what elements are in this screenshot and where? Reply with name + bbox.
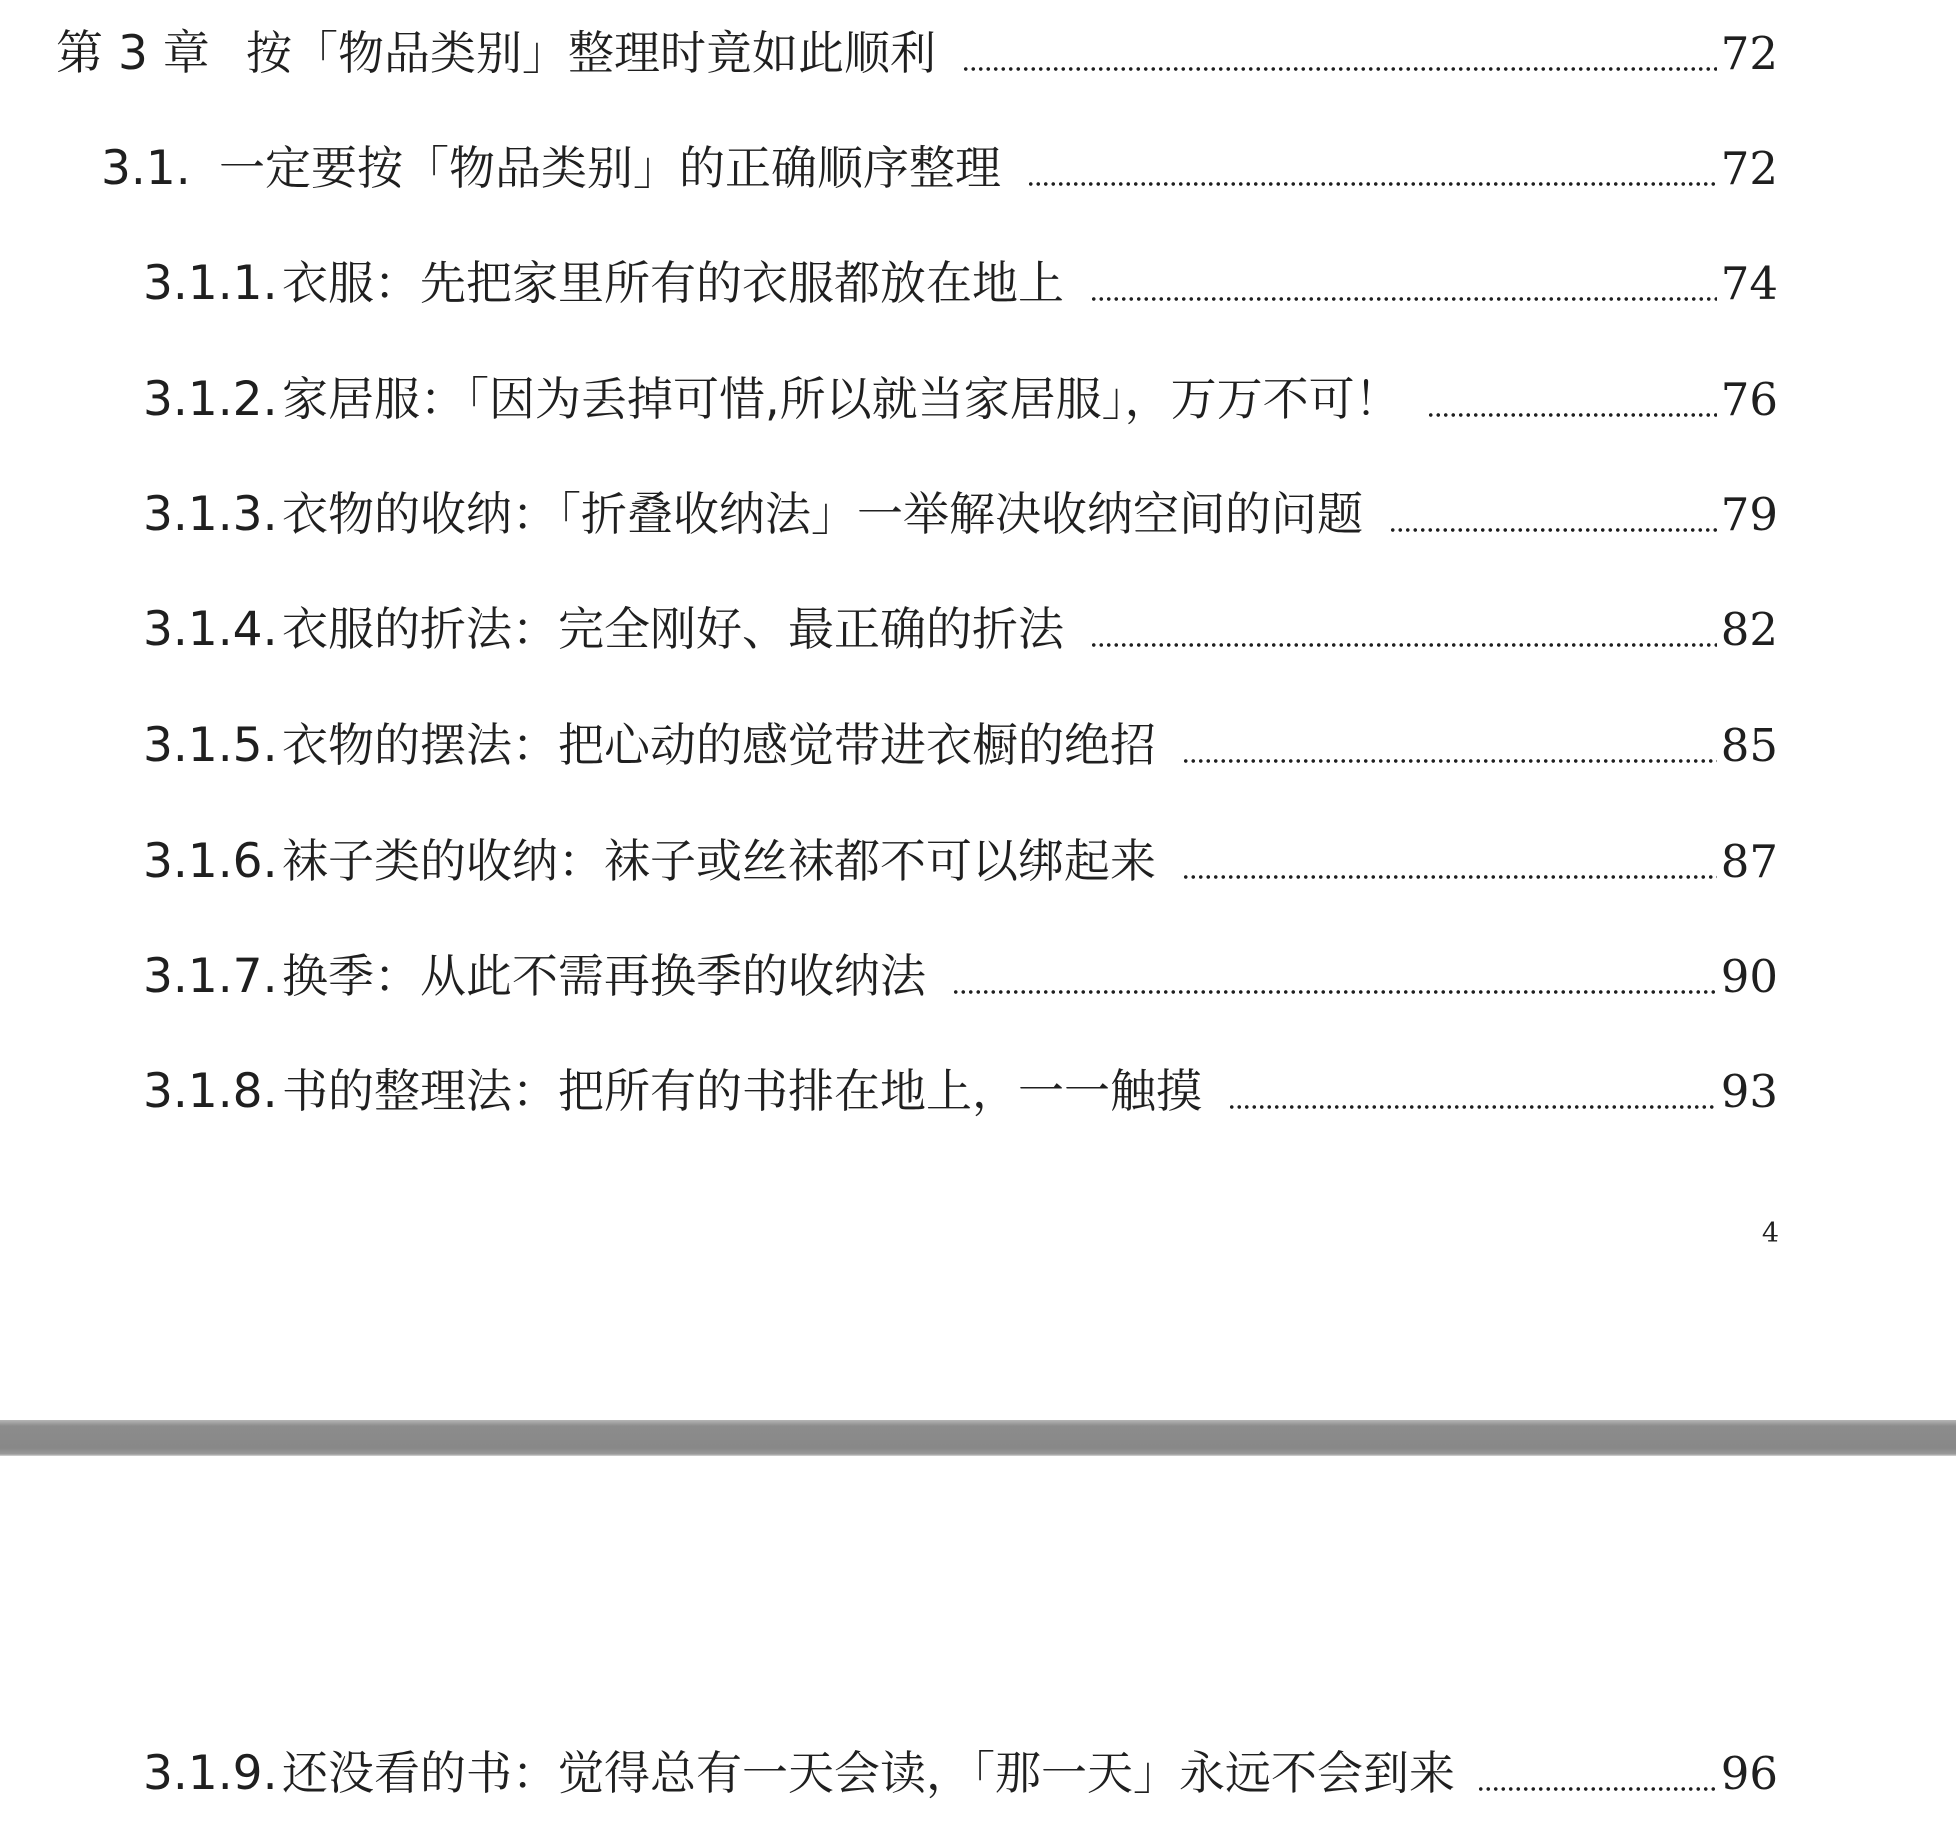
toc-subsection-title: 衣服的折法：完全刚好、最正确的折法 [282, 602, 1064, 656]
toc-dot-leader [952, 941, 1717, 1011]
toc-subsection-3-1-2[interactable] [143, 364, 1778, 434]
toc-dot-leader [1477, 1738, 1717, 1808]
toc-subsection-number: 3.1.5. [143, 718, 278, 773]
toc-subsection-number: 3.1.8. [143, 1064, 278, 1119]
document-page-5 [0, 1456, 1956, 1826]
toc-subsection-3-1-3[interactable] [143, 479, 1778, 549]
page-footer-number: 4 [1761, 1218, 1779, 1249]
toc-subsection-title: 换季：从此不需再换季的收纳法 [282, 949, 926, 1003]
toc-subsection-title: 还没看的书：觉得总有一天会读，「那一天」永远不会到来 [282, 1746, 1455, 1800]
toc-dot-leader [962, 18, 1717, 88]
toc-dot-leader [1182, 826, 1717, 896]
toc-section-3-1[interactable] [101, 133, 1778, 203]
toc-subsection-number: 3.1.3. [143, 487, 278, 542]
toc-dot-leader [1389, 479, 1717, 549]
toc-subsection-3-1-5[interactable] [143, 710, 1778, 780]
toc-chapter-number: 第 3 章 [56, 26, 210, 81]
toc-page-number: 87 [1720, 835, 1778, 888]
toc-page-number: 90 [1720, 950, 1778, 1003]
toc-section-number: 3.1. [101, 141, 191, 196]
toc-dot-leader [1427, 364, 1717, 434]
toc-subsection-title: 家居服：「因为丢掉可惜,所以就当家居服」，万万不可！ [282, 372, 1401, 426]
toc-dot-leader [1090, 248, 1717, 318]
toc-subsection-title: 衣服：先把家里所有的衣服都放在地上 [282, 256, 1064, 310]
toc-page-number: 96 [1720, 1747, 1778, 1800]
toc-page-number: 76 [1720, 373, 1778, 426]
toc-page-number: 72 [1720, 142, 1778, 195]
toc-subsection-3-1-4[interactable] [143, 594, 1778, 664]
toc-page-number: 85 [1720, 719, 1778, 772]
toc-subsection-3-1-7[interactable] [143, 941, 1778, 1011]
toc-subsection-title: 衣物的收纳：「折叠收纳法」一举解决收纳空间的问题 [282, 487, 1363, 541]
toc-page-number: 82 [1720, 603, 1778, 656]
toc-chapter-title: 按「物品类别」整理时竟如此顺利 [246, 26, 936, 80]
toc-subsection-title: 衣物的摆法：把心动的感觉带进衣橱的绝招 [282, 718, 1156, 772]
toc-page-number: 74 [1720, 257, 1778, 310]
page-break-separator [0, 1420, 1956, 1456]
toc-subsection-3-1-9[interactable] [143, 1738, 1778, 1808]
toc-subsection-3-1-8[interactable] [143, 1056, 1778, 1126]
toc-dot-leader [1228, 1056, 1717, 1126]
toc-page-number: 72 [1720, 27, 1778, 80]
toc-section-title: 一定要按「物品类别」的正确顺序整理 [219, 141, 1001, 195]
toc-subsection-3-1-6[interactable] [143, 826, 1778, 896]
toc-subsection-number: 3.1.2. [143, 372, 278, 427]
toc-subsection-number: 3.1.1. [143, 256, 278, 311]
toc-dot-leader [1182, 710, 1717, 780]
toc-page-number: 93 [1720, 1065, 1778, 1118]
toc-page-number: 79 [1720, 488, 1778, 541]
toc-subsection-title: 书的整理法：把所有的书排在地上，一一触摸 [282, 1064, 1202, 1118]
toc-subsection-3-1-1[interactable] [143, 248, 1778, 318]
toc-subsection-number: 3.1.7. [143, 949, 278, 1004]
toc-subsection-number: 3.1.9. [143, 1746, 278, 1801]
toc-dot-leader [1090, 594, 1717, 664]
toc-chapter-3[interactable] [56, 18, 1778, 88]
toc-dot-leader [1027, 133, 1717, 203]
toc-subsection-title: 袜子类的收纳：袜子或丝袜都不可以绑起来 [282, 834, 1156, 888]
toc-subsection-number: 3.1.4. [143, 602, 278, 657]
toc-subsection-number: 3.1.6. [143, 834, 278, 889]
